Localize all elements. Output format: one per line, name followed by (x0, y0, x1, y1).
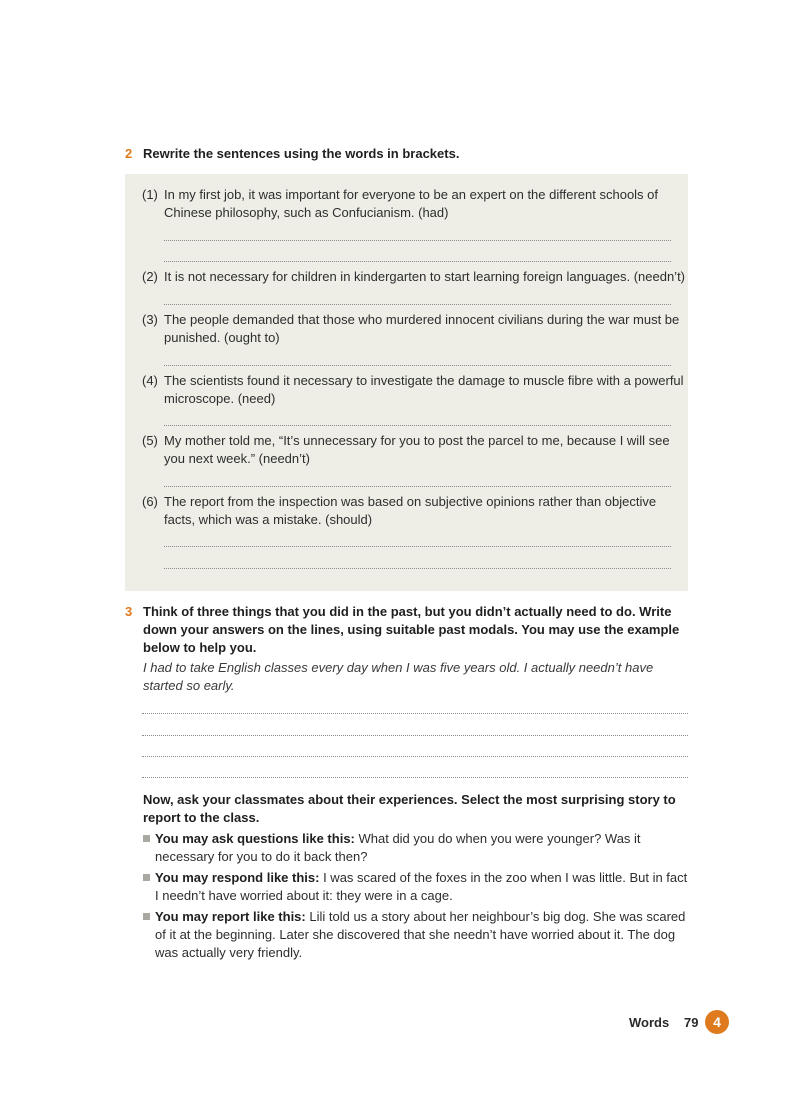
item-text: The report from the inspection was based on subjective opinions rather than objective facts, which was a mistake. (should) (164, 494, 657, 527)
bullet-label: You may report like this: (155, 909, 306, 924)
answer-line-open-3[interactable] (142, 756, 688, 757)
page-number: 79 (684, 1015, 699, 1030)
answer-line-1b[interactable] (164, 261, 671, 262)
item-text: The scientists found it necessary to investigate the damage to muscle fibre with a powerful microscope. (need) (164, 373, 684, 406)
exercise-2-item-1 (142, 186, 687, 222)
discussion-heading: Now, ask your classmates about their experiences. Select the most surprising story to report to the class. (143, 792, 676, 825)
answer-line-5[interactable] (164, 486, 671, 487)
item-number: (6) (142, 494, 158, 509)
exercise-3-header (125, 603, 685, 657)
answer-line-2[interactable] (164, 304, 671, 305)
discussion-bullet-ask (143, 830, 688, 866)
answer-line-1a[interactable] (164, 240, 671, 241)
bullet-text: What did you do when you were younger? Was it necessary for you to do it back then? (155, 831, 641, 864)
square-bullet-icon (143, 874, 150, 881)
footer-section-title: Words (629, 1015, 670, 1030)
item-number: (4) (142, 373, 158, 388)
exercise-2-number: 2 (125, 146, 133, 161)
item-text: In my first job, it was important for everyone to be an expert on the different schools of Chinese philosophy, such as Confucianism. (had) (164, 187, 659, 220)
bullet-text: Lili told us a story about her neighbour’s big dog. She was scared of it at the beginning. Later she discovered that she needn’t have worried about it. The dog was actually very friendly. (155, 909, 686, 960)
item-text: My mother told me, “It’s unnecessary for you to post the parcel to me, because I will see you next week.” (needn’t) (164, 433, 670, 466)
exercise-2-item-4 (142, 372, 687, 408)
exercise-2-item-6 (142, 493, 687, 529)
bullet-text: I was scared of the foxes in the zoo when I was little. But in fact I needn’t have worried about it: they were in a cage. (155, 870, 688, 903)
exercise-3-example: I had to take English classes every day when I was five years old. I actually needn’t have started so early. (143, 660, 654, 693)
exercise-3-number: 3 (125, 604, 133, 619)
bullet-label: You may respond like this: (155, 870, 320, 885)
exercise-2-instruction: Rewrite the sentences using the words in brackets. (143, 146, 460, 161)
exercise-2-item-3 (142, 311, 687, 347)
exercise-2-item-2 (142, 268, 687, 286)
answer-line-6a[interactable] (164, 546, 671, 547)
discussion-bullet-report (143, 908, 688, 962)
answer-line-open-4[interactable] (142, 777, 688, 778)
item-number: (2) (142, 269, 158, 284)
answer-line-3[interactable] (164, 365, 671, 366)
square-bullet-icon (143, 913, 150, 920)
exercise-2-header (125, 145, 685, 163)
item-number: (1) (142, 187, 158, 202)
exercise-3-instruction: Think of three things that you did in the past, but you didn’t actually need to do. Write down your answers on the lines, using suitable past modals. You may use the example below to help you. (143, 604, 680, 655)
exercise-2-item-5 (142, 432, 687, 468)
answer-line-6b[interactable] (164, 568, 671, 569)
answer-line-4[interactable] (164, 425, 671, 426)
answer-line-open-2[interactable] (142, 735, 688, 736)
discussion-bullet-respond (143, 869, 688, 905)
answer-line-open-1[interactable] (142, 713, 688, 714)
item-number: (3) (142, 312, 158, 327)
item-text: The people demanded that those who murdered innocent civilians during the war must be punished. (ought to) (164, 312, 680, 345)
item-number: (5) (142, 433, 158, 448)
unit-number-badge: 4 (705, 1010, 729, 1034)
item-text: It is not necessary for children in kindergarten to start learning foreign languages. (needn’t) (164, 269, 686, 284)
bullet-label: You may ask questions like this: (155, 831, 355, 846)
square-bullet-icon (143, 835, 150, 842)
